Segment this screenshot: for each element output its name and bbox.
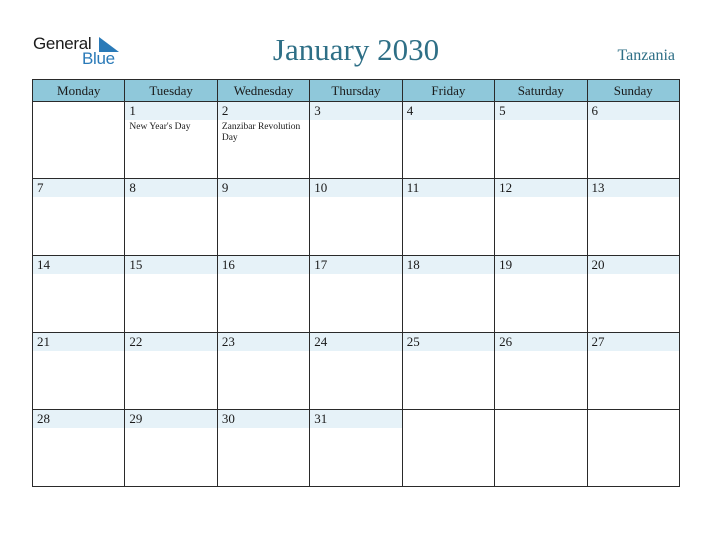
day-cell (33, 102, 125, 179)
day-number: 8 (125, 179, 216, 197)
day-number: 1 (125, 102, 216, 120)
day-cell (33, 333, 125, 410)
holiday-label (403, 351, 494, 353)
week-row (33, 333, 680, 410)
day-cell (125, 179, 217, 256)
logo-text-blue: Blue (82, 49, 115, 68)
day-cell (495, 410, 587, 487)
day-number: 18 (403, 256, 494, 274)
weekday-header: Wednesday (217, 80, 309, 102)
day-number: 23 (218, 333, 309, 351)
day-number: 13 (588, 179, 679, 197)
calendar-grid (32, 79, 680, 487)
holiday-label: New Year's Day (129, 122, 191, 132)
day-cell (402, 333, 494, 410)
day-cell (33, 410, 125, 487)
holiday-label (588, 351, 679, 353)
holiday-label (33, 120, 124, 122)
day-number: 20 (588, 256, 679, 274)
holiday-label (125, 428, 216, 430)
week-row (33, 410, 680, 487)
holiday-label (495, 428, 586, 430)
day-cell (217, 256, 309, 333)
holiday-label (310, 197, 401, 199)
day-cell (587, 333, 679, 410)
day-number: 5 (495, 102, 586, 120)
week-row (33, 256, 680, 333)
weekday-header: Tuesday (125, 80, 217, 102)
holiday-label (33, 428, 124, 430)
day-cell (310, 410, 402, 487)
day-cell (402, 256, 494, 333)
day-cell (402, 410, 494, 487)
day-cell (587, 102, 679, 179)
day-number (33, 102, 124, 120)
day-cell (217, 410, 309, 487)
day-number: 31 (310, 410, 401, 428)
holiday-label (495, 120, 586, 122)
holiday-label (125, 274, 216, 276)
day-number: 24 (310, 333, 401, 351)
day-cell (402, 179, 494, 256)
day-number: 10 (310, 179, 401, 197)
day-number: 17 (310, 256, 401, 274)
holiday-label (495, 197, 586, 199)
weekday-header: Saturday (495, 80, 587, 102)
day-number: 3 (310, 102, 401, 120)
weekday-header: Sunday (587, 80, 679, 102)
holiday-label (218, 197, 309, 199)
day-number: 29 (125, 410, 216, 428)
holiday-label (588, 274, 679, 276)
holiday-label (125, 351, 216, 353)
day-cell (587, 410, 679, 487)
holiday-label (588, 120, 679, 122)
holiday-label (588, 197, 679, 199)
day-cell (33, 256, 125, 333)
day-cell (495, 102, 587, 179)
day-cell (495, 256, 587, 333)
day-number: 22 (125, 333, 216, 351)
day-number: 7 (33, 179, 124, 197)
day-cell (125, 410, 217, 487)
day-cell (310, 102, 402, 179)
day-cell (310, 256, 402, 333)
holiday-label (33, 274, 124, 276)
day-number: 30 (218, 410, 309, 428)
holiday-label (218, 351, 309, 353)
day-number: 4 (403, 102, 494, 120)
holiday-label (218, 274, 309, 276)
logo-text-general: General (33, 34, 92, 53)
day-number (495, 410, 586, 428)
day-number: 9 (218, 179, 309, 197)
holiday-label (218, 428, 309, 430)
weekday-header: Friday (402, 80, 494, 102)
holiday-label (495, 274, 586, 276)
weekday-header-row (33, 80, 680, 102)
day-cell (33, 179, 125, 256)
weekday-header: Monday (33, 80, 125, 102)
day-cell (402, 102, 494, 179)
day-cell (495, 333, 587, 410)
day-cell (217, 102, 309, 179)
day-number: 16 (218, 256, 309, 274)
day-number: 15 (125, 256, 216, 274)
holiday-label (495, 351, 586, 353)
holiday-label: Zanzibar Revolution Day (221, 122, 301, 143)
weekday-header: Thursday (310, 80, 402, 102)
day-cell (217, 333, 309, 410)
day-cell (495, 179, 587, 256)
day-number: 12 (495, 179, 586, 197)
day-cell (587, 256, 679, 333)
holiday-label (33, 351, 124, 353)
day-number: 28 (33, 410, 124, 428)
day-number: 2 (218, 102, 309, 120)
holiday-label (403, 120, 494, 122)
holiday-label (310, 274, 401, 276)
day-number: 21 (33, 333, 124, 351)
holiday-label (403, 428, 494, 430)
holiday-label (403, 197, 494, 199)
day-cell (310, 333, 402, 410)
holiday-label (588, 428, 679, 430)
day-cell (125, 333, 217, 410)
country-label: Tanzania (617, 47, 675, 64)
day-number: 6 (588, 102, 679, 120)
day-cell (217, 179, 309, 256)
holiday-label (33, 197, 124, 199)
holiday-label (310, 428, 401, 430)
week-row (33, 102, 680, 179)
day-number: 27 (588, 333, 679, 351)
day-number (588, 410, 679, 428)
day-cell (125, 256, 217, 333)
day-number: 19 (495, 256, 586, 274)
day-number: 25 (403, 333, 494, 351)
holiday-label (310, 351, 401, 353)
day-cell (125, 102, 217, 179)
page-title: January 2030 (272, 32, 440, 67)
day-number: 14 (33, 256, 124, 274)
holiday-label (125, 197, 216, 199)
week-row (33, 179, 680, 256)
day-cell (310, 179, 402, 256)
holiday-label (403, 274, 494, 276)
day-number (403, 410, 494, 428)
holiday-label (310, 120, 401, 122)
day-number: 11 (403, 179, 494, 197)
day-cell (587, 179, 679, 256)
day-number: 26 (495, 333, 586, 351)
